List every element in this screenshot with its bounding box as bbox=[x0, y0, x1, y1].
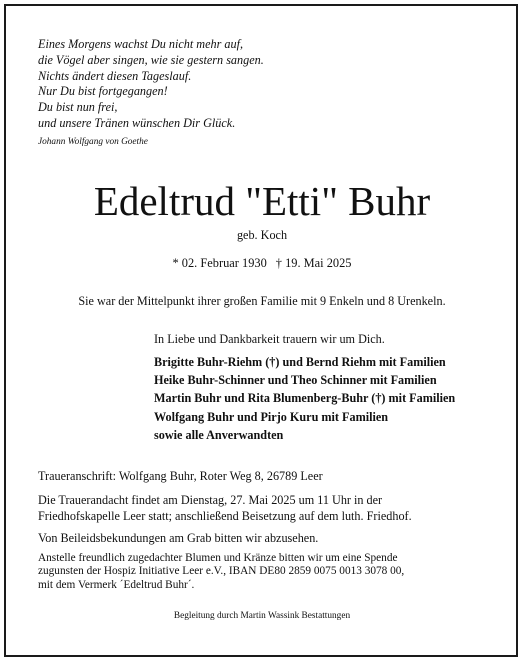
condolence-address: Traueranschrift: Wolfgang Buhr, Roter Weg 8, 26789 Leer bbox=[38, 469, 323, 483]
funeral-home: Begleitung durch Martin Wassink Bestattungen bbox=[173, 611, 351, 621]
donation-info bbox=[38, 552, 404, 592]
death-date: † 19. Mai 2025 bbox=[275, 256, 352, 270]
service-line: Friedhofskapelle Leer statt; anschließend Beisetzung auf dem luth. Friedhof. bbox=[38, 508, 412, 523]
donation-line: mit dem Vermerk ´Edeltrud Buhr´. bbox=[38, 578, 195, 591]
poem-line: Eines Morgens wachst Du nicht mehr auf, bbox=[38, 37, 244, 51]
deceased-name: Edeltrud "Etti" Buhr bbox=[93, 178, 431, 224]
donation-line: zugunsten der Hospiz Initiative Leer e.V., IBAN DE80 2859 0075 0013 3078 00, bbox=[38, 565, 405, 578]
birth-date: * 02. Februar 1930 bbox=[172, 256, 267, 270]
service-info bbox=[38, 493, 412, 524]
poem-line: und unsere Tränen wünschen Dir Glück. bbox=[38, 115, 236, 130]
poem-line: die Vögel aber singen, wie sie gestern sangen. bbox=[38, 52, 264, 67]
service-line: Die Trauerandacht findet am Dienstag, 27. Mai 2025 um 11 Uhr in der bbox=[38, 493, 383, 507]
poem-author: Johann Wolfgang von Goethe bbox=[38, 137, 148, 147]
maiden-name: geb. Koch bbox=[236, 228, 288, 242]
poem-line: Du bist nun frei, bbox=[38, 100, 118, 115]
mourner-line: Martin Buhr und Rita Blumenberg-Buhr (†) mit Familien bbox=[154, 391, 456, 406]
life-dates bbox=[0, 256, 524, 271]
mourners-list bbox=[154, 353, 455, 444]
poem-line: Nichts ändert diesen Tageslauf. bbox=[38, 68, 192, 83]
tribute-text: Sie war der Mittelpunkt ihrer großen Familie mit 9 Enkeln und 8 Urenkeln. bbox=[78, 294, 446, 308]
donation-line: Anstelle freundlich zugedachter Blumen und Kränze bitten wir um eine Spende bbox=[38, 552, 398, 564]
poem-line: Nur Du bist fortgegangen! bbox=[38, 84, 168, 99]
poem bbox=[38, 37, 264, 132]
mourner-line: Wolfgang Buhr und Pirjo Kuru mit Familien bbox=[154, 409, 389, 424]
mourner-line: Brigitte Buhr-Riehm (†) und Bernd Riehm mit Familien bbox=[154, 355, 446, 369]
mourner-line: Heike Buhr-Schinner und Theo Schinner mit Familien bbox=[154, 373, 437, 388]
mourner-line: sowie alle Anverwandten bbox=[154, 427, 284, 442]
mourners-intro: In Liebe und Dankbarkeit trauern wir um Dich. bbox=[154, 332, 385, 346]
condolences-note: Von Beileidsbekundungen am Grab bitten wir abzusehen. bbox=[38, 531, 319, 545]
